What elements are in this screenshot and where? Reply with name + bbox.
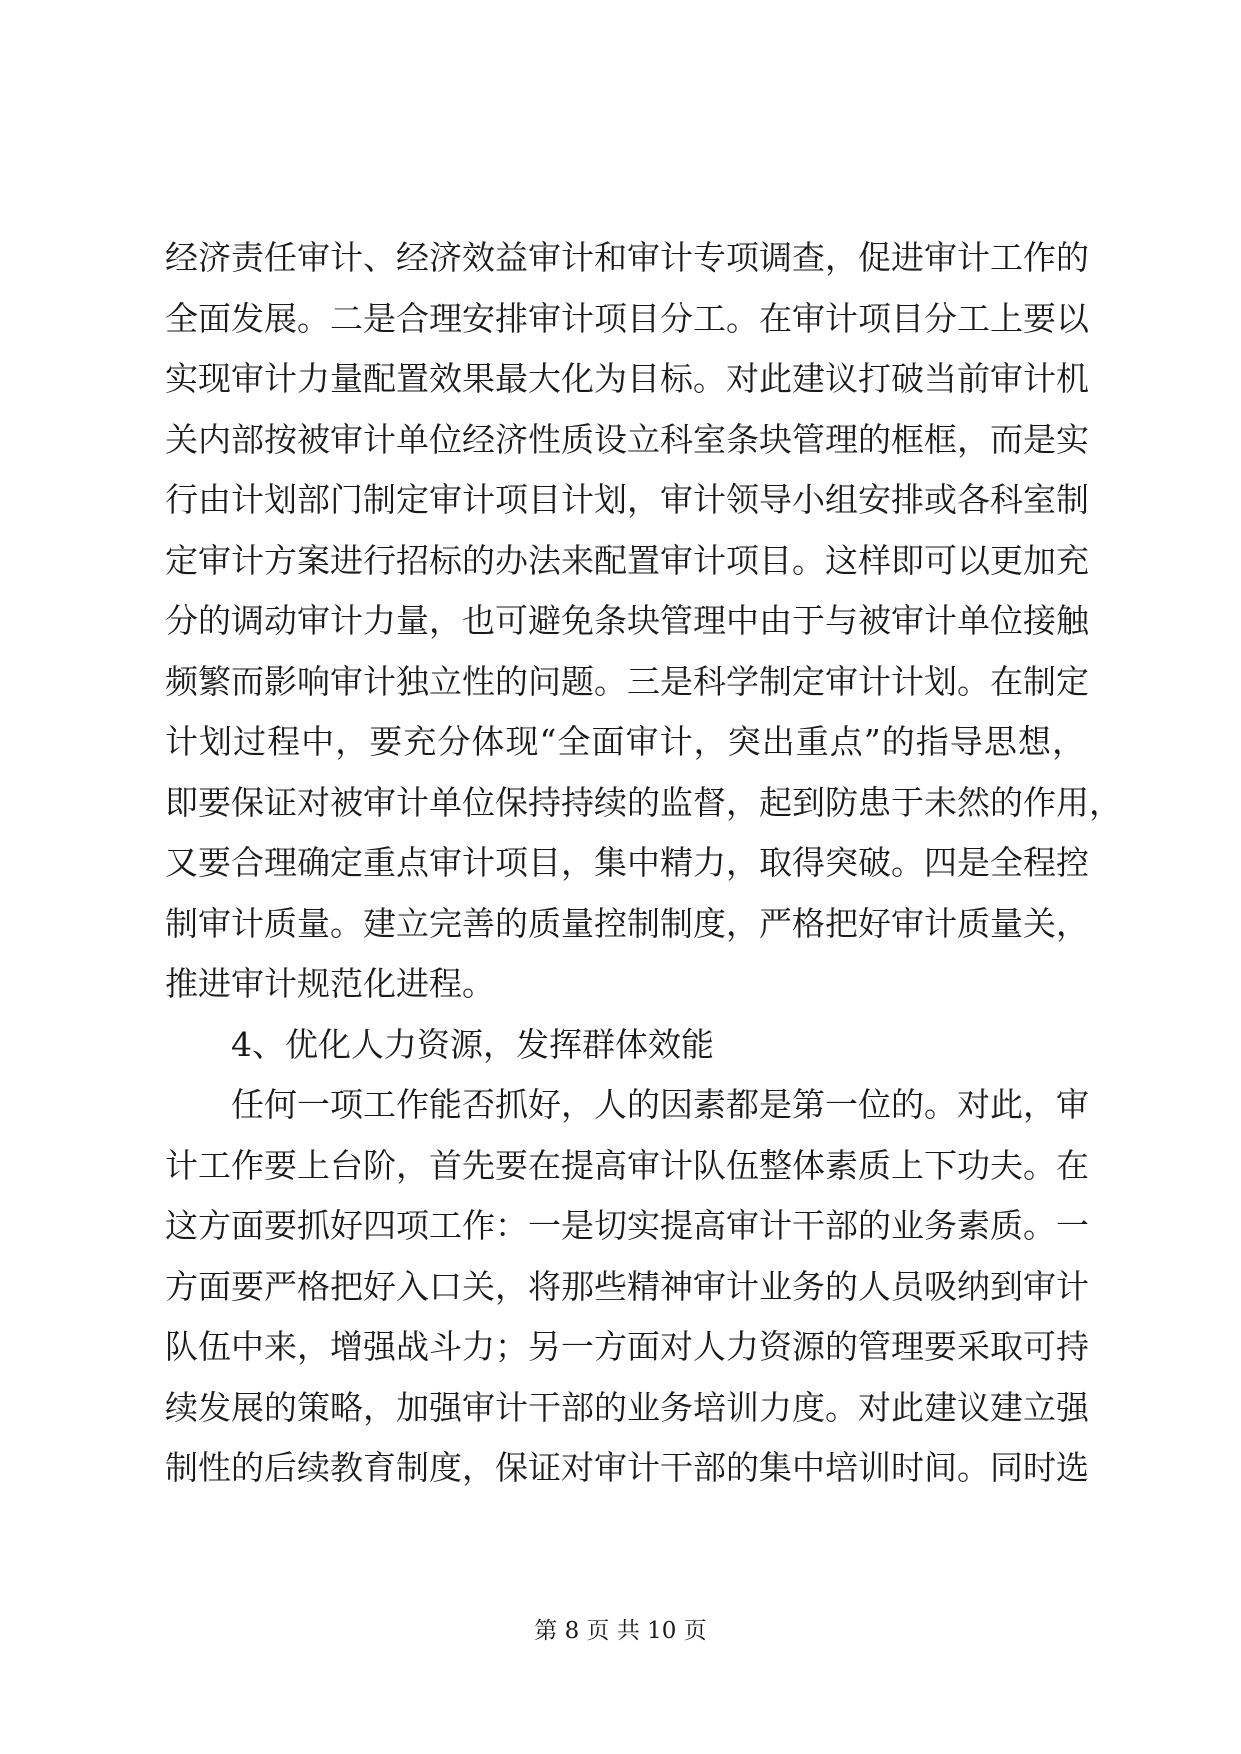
body-text [165, 228, 1122, 1499]
text-line: 推进审计规范化进程。 [165, 964, 495, 1003]
text-line: 又要合理确定重点审计项目，集中精力，取得突破。四是全程控 [165, 843, 1089, 882]
text-line: 全面发展。二是合理安排审计项目分工。在审计项目分工上要以 [165, 298, 1089, 338]
text-line: 制审计质量。建立完善的质量控制制度，严格把好审计质量关， [165, 903, 1089, 943]
text-line: 制性的后续教育制度，保证对审计干部的集中培训时间。同时选 [165, 1448, 1089, 1487]
section-heading: 4、优化人力资源，发挥群体效能 [231, 1024, 714, 1064]
text-line: 这方面要抓好四项工作：一是切实提高审计干部的业务素质。一 [165, 1206, 1089, 1245]
text-line: 计工作要上台阶，首先要在提高审计队伍整体素质上下功夫。在 [165, 1145, 1089, 1185]
text-line: 即要保证对被审计单位保持持续的监督，起到防患于未然的作用， [165, 782, 1122, 822]
text-line: 关内部按被审计单位经济性质设立科室条块管理的框框，而是实 [165, 419, 1089, 459]
text-line: 任何一项工作能否抓好，人的因素都是第一位的。对此，审 [231, 1085, 1089, 1124]
text-line: 频繁而影响审计独立性的问题。三是科学制定审计计划。在制定 [165, 661, 1089, 701]
text-line: 行由计划部门制定审计项目计划，审计领导小组安排或各科室制 [165, 480, 1089, 519]
text-line: 续发展的策略，加强审计干部的业务培训力度。对此建议建立强 [165, 1387, 1089, 1427]
text-line: 队伍中来，增强战斗力；另一方面对人力资源的管理要采取可持 [165, 1327, 1089, 1366]
page-number-footer: 第 8 页 共 10 页 [534, 1618, 707, 1644]
text-line: 分的调动审计力量，也可避免条块管理中由于与被审计单位接触 [165, 601, 1089, 640]
text-line: 定审计方案进行招标的办法来配置审计项目。这样即可以更加充 [165, 540, 1089, 580]
text-line: 方面要严格把好入口关，将那些精神审计业务的人员吸纳到审计 [165, 1266, 1089, 1306]
text-line: 实现审计力量配置效果最大化为目标。对此建议打破当前审计机 [165, 359, 1089, 398]
text-line: 经济责任审计、经济效益审计和审计专项调查，促进审计工作的 [165, 238, 1089, 277]
text-line: 计划过程中，要充分体现“全面审计，突出重点”的指导思想， [165, 722, 1085, 761]
